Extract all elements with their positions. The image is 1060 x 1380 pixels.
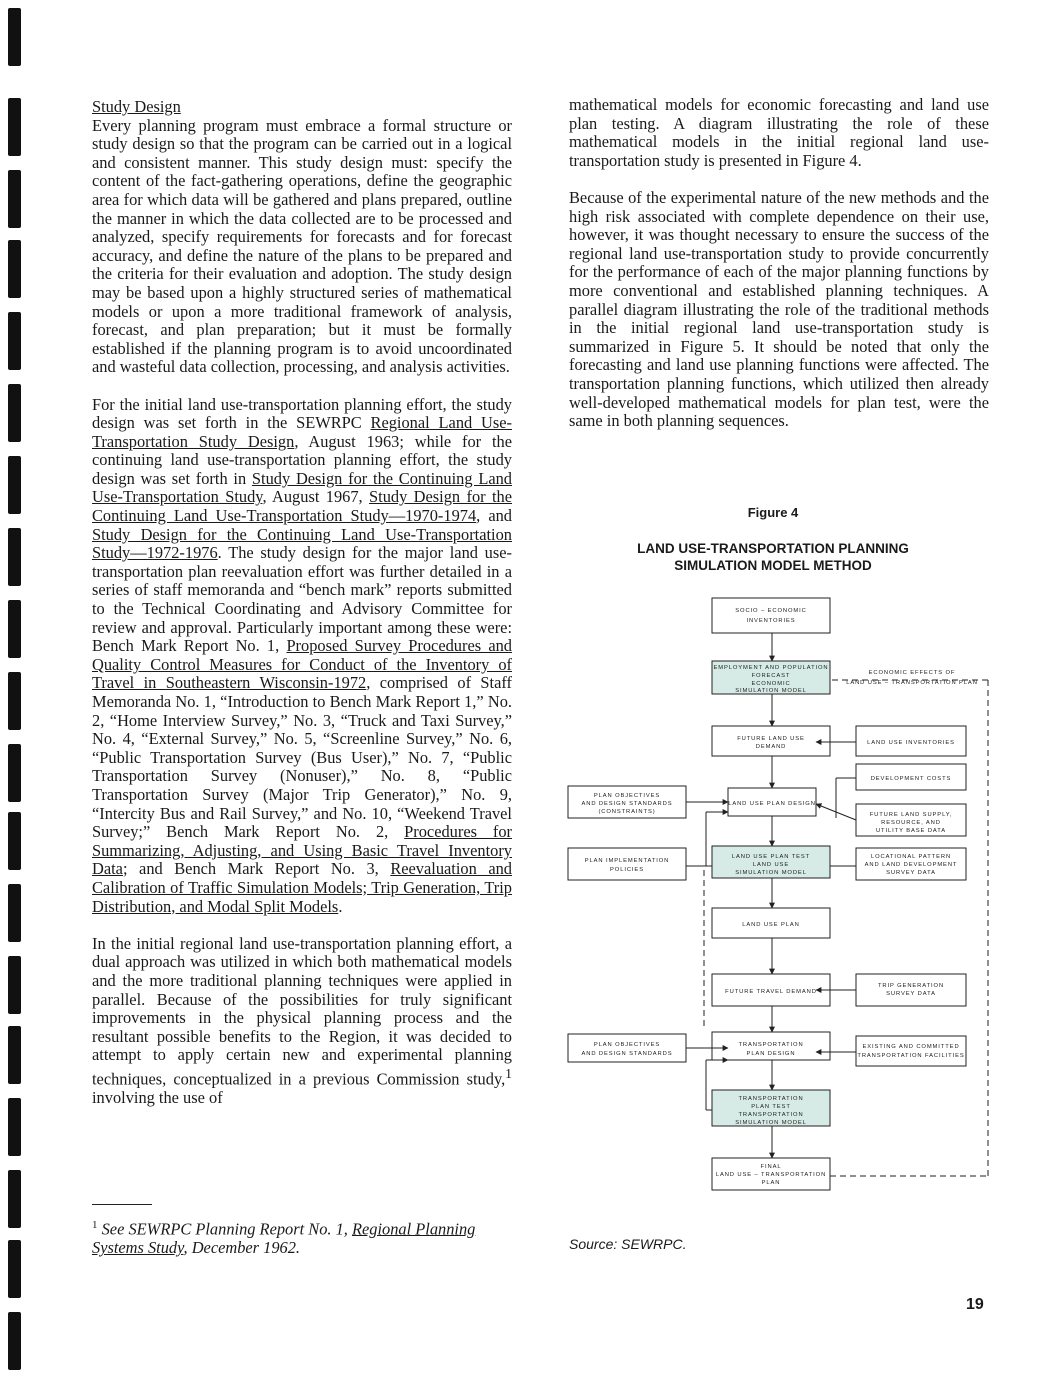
figure-number: Figure 4: [747, 505, 799, 520]
box-transportation-test-line3: TRANSPORTATION: [738, 1112, 804, 1118]
footnote: $^1$ See SEWRPC Planning Report No. 1, Regional Planning Systems Study, December 1962.: [92, 1219, 476, 1258]
box-future-supply-line1: FUTURE LAND SUPPLY,: [869, 812, 953, 818]
box-employment-line2: FORECAST: [751, 673, 791, 679]
left-column: [92, 98, 512, 1126]
box-development-costs: DEVELOPMENT COSTS: [870, 776, 952, 782]
cited-title: Reevaluation and Calibration of Traffic Simulation Models; Trip Generation, Trip Distribution, and Modal Split Models: [92, 859, 513, 916]
box-economic-effects-line2: LAND USE – TRANSPORTATION PLAN: [846, 680, 978, 686]
text-segment: . The study design for the major land use-transportation plan reevaluation effort was further detailed in a series of staff memoranda and “bench mark” reports submitted to the Technical Coordinating and Advisory Committee for review and approval. Particularly important among these were: Bench Mark Report No. 1,: [92, 543, 512, 656]
cited-title: Procedures for Summarizing, Adjusting, and Using Basic Travel Inventory Data: [92, 822, 513, 879]
box-future-demand-line2: DEMAND: [755, 744, 787, 750]
box-plan-objectives-1-line2: AND DESIGN STANDARDS: [581, 801, 673, 807]
figure-title: LAND USE-TRANSPORTATION PLANNING SIMULATION MODEL METHOD: [637, 541, 909, 573]
paragraph-2: [92, 396, 512, 917]
box-employment-line1: EMPLOYMENT AND POPULATION: [713, 665, 829, 671]
box-locational-line3: SURVEY DATA: [886, 870, 936, 876]
text-segment: ; and Bench Mark Report No. 3,: [122, 859, 391, 879]
box-socio-line1: SOCIO – ECONOMIC: [735, 608, 807, 614]
text-segment: , August 1963; while for the continuing land use-transportation planning effort, the study design was set forth in: [92, 431, 512, 488]
box-final-line1: FINAL: [760, 1164, 782, 1170]
box-transportation-test-line2: PLAN TEST: [751, 1104, 791, 1110]
box-employment-line3: ECONOMIC: [751, 681, 791, 687]
box-employment-line4: SIMULATION MODEL: [735, 688, 807, 694]
text-segment: , comprised of Staff Memoranda No. 1, “Introduction to Bench Mark Report 1,” No. 2, “Home Interview Survey,” No. 3, “Truck and Taxi Survey,” No. 4, “External Survey,” No. 5, “Screenline Survey,” No. 6, “Public Transportation Survey (Bus User),” No. 7, “Public Transportation Survey (Nonuser),” No. 8, “Public Transportation Survey (Major Trip Generator),” No. 9, “Intercity Bus and Rail Survey,” and No. 10, “Weekend Travel Survey;” Bench Mark Report No. 2,: [92, 673, 512, 842]
box-land-use-plan-test-line1: LAND USE PLAN TEST: [731, 854, 811, 860]
box-locational-line2: AND LAND DEVELOPMENT: [864, 862, 958, 868]
box-future-demand-line1: FUTURE LAND USE: [737, 736, 805, 742]
box-plan-objectives-1-line3: (CONSTRAINTS): [598, 809, 656, 815]
box-land-use-inventories: LAND USE INVENTORIES: [867, 740, 955, 746]
box-transportation-test-line1: TRANSPORTATION: [738, 1096, 804, 1102]
paragraph-5: Because of the experimental nature of the new methods and the high risk associated with complete dependence on their use, however, it was thought necessary to ensure the success of the regional land use-transportation study to provide concurrently for the performance of each of the major planning functions by more conventional and established planning techniques. A parallel diagram illustrating the role of the traditional methods in the initial regional land use-transportation study is summarized in Figure 5. It should be noted that only the forecasting and land use planning functions were affected. The transportation planning functions, which utilized then already well-developed mathematical models for plan test, were the same in both planning sequences.: [569, 187, 989, 431]
box-socio-line2: INVENTORIES: [746, 618, 796, 624]
text-segment: .: [338, 896, 343, 916]
box-plan-objectives-2-line1: PLAN OBJECTIVES: [593, 1042, 661, 1048]
text-segment: , and: [476, 506, 512, 526]
box-land-use-plan-test-line3: SIMULATION MODEL: [735, 870, 807, 876]
text-segment: For the initial land use-transportation planning effort, the study design was set forth in the SEWRPC: [92, 394, 512, 433]
box-final-line2: LAND USE – TRANSPORTATION: [715, 1172, 827, 1178]
paragraph-1: Every planning program must embrace a formal structure or study design so that the program can be carried out in a logical and consistent manner. This study design must: specify the content of the fact-gathering operations, define the geographic area for which data will be gathered and plans prepared, outline the manner in which the data collected are to be processed and analyzed, specify requirements for forecasts and for forecast accuracy, and define the nature of the plans to be prepared and the criteria for their evaluation and adoption. The study design may be based upon a highly structured series of mathematical models or upon a more traditional framework of analysis, forecast, and plan preparation; but it must be formally established if the planning program is to avoid uncoordinated and wasteful data collection, processing, and analysis activities.: [92, 115, 512, 377]
paragraph-4: mathematical models for economic forecasting and land use plan testing. A diagram illustrating the role of these mathematical models in the initial regional land use-transportation study is presented in Figure 4.: [569, 95, 989, 170]
figure-source: Source: SEWRPC.: [569, 1236, 687, 1252]
box-plan-objectives-2-line2: AND DESIGN STANDARDS: [581, 1051, 673, 1057]
box-plan-objectives-1-line1: PLAN OBJECTIVES: [593, 793, 661, 799]
box-future-travel-demand: FUTURE TRAVEL DEMAND: [725, 989, 817, 995]
cited-title: Study Design for the Continuing Land Use-Transportation Study—1970-1974: [92, 487, 513, 526]
box-transportation-test-line4: SIMULATION MODEL: [735, 1120, 807, 1126]
cited-title: Study Design for the Continuing Land Use-Transportation Study: [92, 468, 513, 507]
box-locational-line1: LOCATIONAL PATTERN: [870, 854, 952, 860]
box-existing-facilities-line2: TRANSPORTATION FACILITIES: [857, 1053, 965, 1059]
box-future-supply-line3: UTILITY BASE DATA: [875, 828, 947, 834]
flow-diagram: [560, 590, 1000, 1195]
box-transportation-design-line1: TRANSPORTATION: [738, 1042, 804, 1048]
right-column: [569, 96, 989, 449]
spiral-binding: [8, 0, 24, 1380]
box-future-supply-line2: RESOURCE, AND: [881, 820, 941, 826]
box-land-use-plan-design: LAND USE PLAN DESIGN: [728, 801, 816, 807]
footnote-rule: [92, 1204, 152, 1205]
box-existing-facilities-line1: EXISTING AND COMMITTED: [862, 1044, 960, 1050]
box-trip-generation-line1: TRIP GENERATION: [877, 983, 945, 989]
paragraph-3: In the initial regional land use-transportation planning effort, a dual approach was utilized in which both mathematical models and the more traditional planning techniques were applied in parallel. Because of the possibilities for truly significant improvements in the physical planning process and the resultant possible benefits to the Region, it was decided to attempt to apply certain new and experimental planning techniques, conceptualized in a previous Commission study,$^1$ involving the use of: [92, 933, 512, 1107]
box-economic-effects-line1: ECONOMIC EFFECTS OF: [868, 670, 956, 676]
cited-title: Regional Land Use-Transportation Study Design: [92, 413, 512, 451]
box-transportation-design-line2: PLAN DESIGN: [746, 1051, 796, 1057]
section-heading: Study Design: [92, 97, 181, 116]
text-segment: , August 1967,: [262, 487, 370, 507]
box-plan-implementation-line2: POLICIES: [610, 867, 644, 873]
box-plan-implementation-line1: PLAN IMPLEMENTATION: [584, 858, 670, 864]
box-land-use-plan-test-line2: LAND USE: [752, 862, 790, 868]
box-final-line3: PLAN: [761, 1180, 781, 1186]
box-trip-generation-line2: SURVEY DATA: [886, 991, 936, 997]
cited-title: Study Design for the Continuing Land Use-Transportation Study—1972-1976: [92, 524, 512, 563]
box-land-use-plan: LAND USE PLAN: [742, 922, 800, 928]
cited-title: Proposed Survey Procedures and Quality Control Measures for Conduct of the Inventory of Travel in Southeastern Wisconsin-1972: [92, 636, 512, 693]
page-number: 19: [966, 1296, 984, 1313]
